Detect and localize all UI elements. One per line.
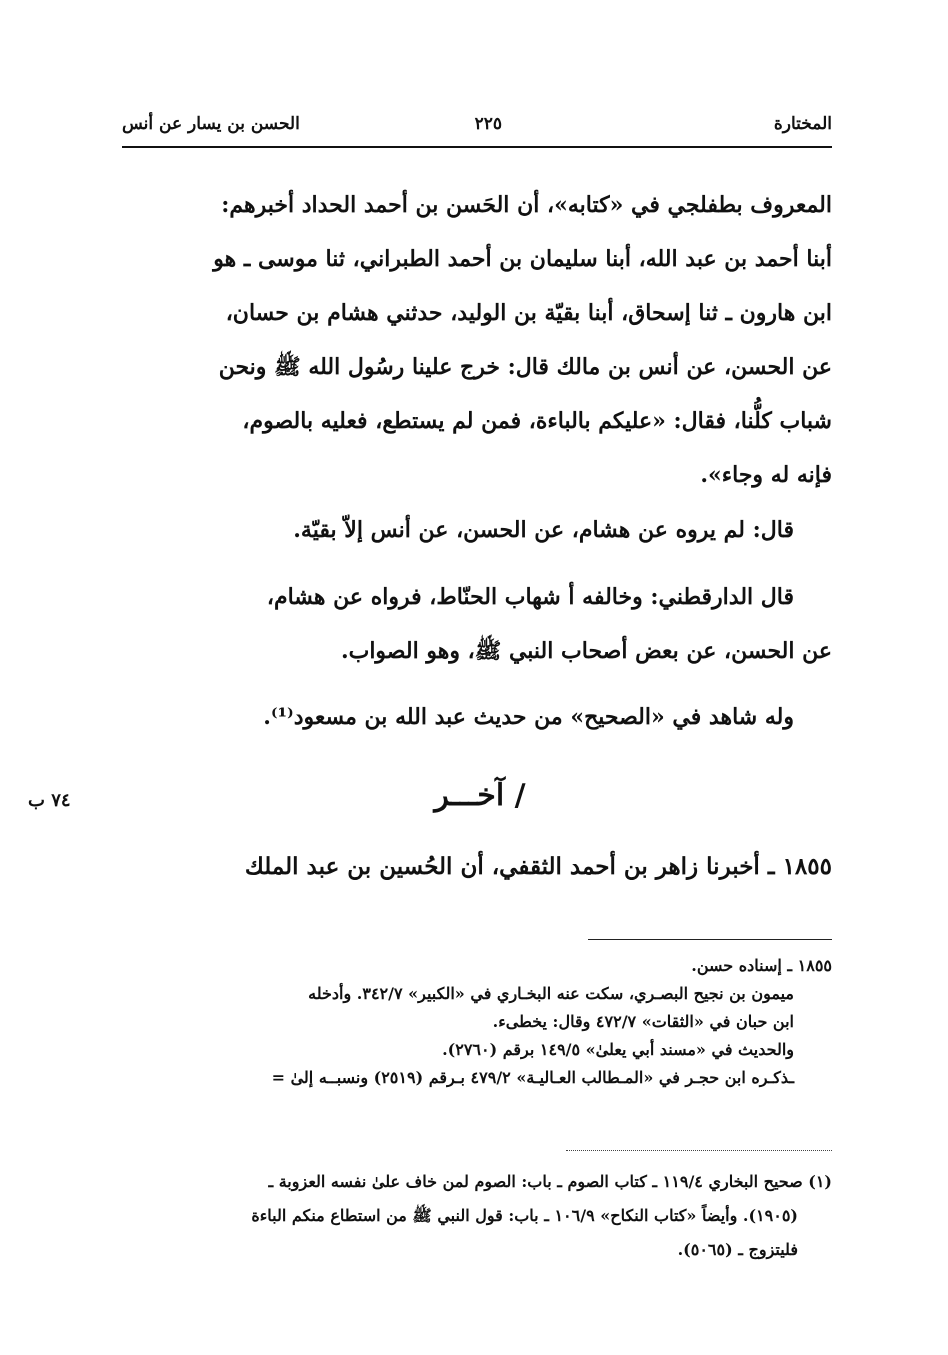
daraqutni-paragraph <box>122 570 832 678</box>
footnote-line: ميمون بن نجيح البصـري، سكت عنه البخـاري في «الكبير» ٣٤٢/٧. وأدخله <box>308 984 794 1003</box>
hadith-text-paragraph <box>122 178 832 502</box>
footnote-commentary <box>122 952 832 1092</box>
text-line: قال الدارقطني: وخالفه أ شهاب الحنّاط، فرواه عن هشام، <box>266 584 794 610</box>
text-line: أبنا أحمد بن عبد الله، أبنا سليمان بن أحمد الطبراني، ثنا موسى ـ هو <box>213 246 832 272</box>
manuscript-folio-note: ٧٤ ب <box>28 790 71 811</box>
footnote-line: ١٨٥٥ ـ إسناده حسن. <box>691 956 832 975</box>
footnote-line: ابن حبان في «الثقات» ٤٧٢/٧ وقال: يخطىء. <box>492 1012 794 1031</box>
chapter-title: الحسن بن يسار عن أنس <box>122 114 300 134</box>
footnote-separator <box>588 939 832 940</box>
text-line: عن الحسن، عن أنس بن مالك قال: خرج علينا رسُول الله ﷺ ونحن <box>218 354 832 380</box>
footnote-references <box>122 1165 832 1267</box>
header-rule <box>122 146 832 148</box>
footnote-line: والحديث في «مسند أبي يعلىٰ» ١٤٩/٥ برقم (٢٧٦٠). <box>442 1040 794 1059</box>
witness-paragraph <box>122 690 832 744</box>
footnote-line: فليتزوج ـ (٥٠٦٥). <box>677 1240 798 1259</box>
section-heading: / آخـــر <box>434 778 526 813</box>
page-number: ٢٢٥ <box>474 114 502 134</box>
text-line: ابن هارون ـ ثنا إسحاق، أبنا بقيّة بن الوليد، حدثني هشام بن حسان، <box>225 300 832 326</box>
footnote-line: ـذكـره ابن حجـر في «المـطالب العـاليـة» ٤٧٩/٢ بـرقم (٢٥١٩) ونسبــه إلىٰ = <box>271 1068 794 1087</box>
comment-paragraph <box>122 503 832 557</box>
footnote-dotted-separator <box>566 1150 832 1151</box>
text-line: المعروف بطفلجي في «كتابه»، أن الحَسن بن أحمد الحداد أخبرهم: <box>221 192 832 218</box>
book-title: المختارة <box>773 114 832 134</box>
text-line: وله شاهد في «الصحيح» من حديث عبد الله بن مسعود⁽¹⁾. <box>263 704 794 730</box>
running-header <box>122 108 832 144</box>
text-line: فإنه له وجاء». <box>700 462 832 488</box>
hadith-opening-line: ١٨٥٥ ـ أخبرنا زاهر بن أحمد الثقفي، أن الحُسين بن عبد الملك <box>244 853 832 880</box>
footnote-line: (١٩٠٥). وأيضاً «كتاب النكاح» ١٠٦/٩ ـ باب: قول النبي ﷺ من استطاع منكم الباءة <box>251 1206 798 1225</box>
text-line: قال: لم يروه عن هشام، عن الحسن، عن أنس إلاّ بقيّة. <box>293 517 794 543</box>
text-line: عن الحسن، عن بعض أصحاب النبي ﷺ، وهو الصواب. <box>340 638 832 664</box>
footnote-line: (١) صحيح البخاري ١١٩/٤ ـ كتاب الصوم ـ باب: الصوم لمن خاف علىٰ نفسه العزوبة ـ <box>268 1172 832 1191</box>
text-line: شباب كلُّنا، فقال: «عليكم بالباءة، فمن لم يستطع، فعليه بالصوم، <box>242 408 832 434</box>
